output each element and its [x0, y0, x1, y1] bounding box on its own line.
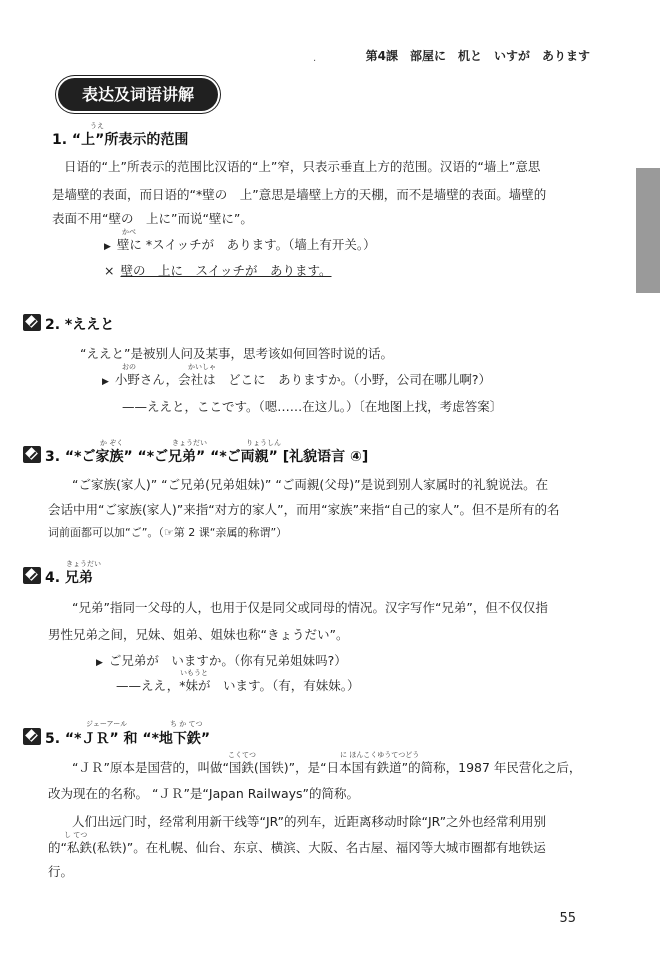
sec3-paragraph-line-3: 词前面都可以加“ご”。（☞第 2 课“亲属的称谓”）: [48, 526, 288, 539]
header-dot: ·: [313, 56, 317, 67]
sec1-example-2: × 壁の 上に スイッチが あります。: [104, 263, 332, 278]
incorrect-mark: ×: [104, 263, 115, 278]
sec5-paragraph-line-1: “ＪＲ”原本是国营的，叫做“国鉄(国铁)”，是“日本国有鉄道”的简称，1987 年民营化之后，: [72, 760, 582, 775]
sec1-example-1: ▶ 壁に *スイッチが あります。（墙上有开关。）: [104, 237, 376, 252]
ruby-kyoudai-heading: きょうだい: [66, 560, 101, 568]
triangle-bullet-icon: ▶: [104, 242, 111, 252]
ruby-imouto: いもうと: [180, 669, 208, 677]
sec1-paragraph-line-2: 是墙壁的表面，而日语的“*壁の 上”意思是墙壁上方的天棚，而不是墙壁的表面。墙壁的: [52, 187, 547, 202]
memo-icon: [23, 567, 41, 584]
section-4-heading: 4. 兄弟: [45, 570, 93, 586]
triangle-bullet-icon: ▶: [96, 658, 103, 668]
memo-icon: [23, 728, 41, 745]
sec4-example-1: ▶ ご兄弟が いますか。（你有兄弟姐妹吗?）: [96, 653, 347, 668]
sec5-paragraph-line-5: 行。: [48, 864, 74, 879]
memo-icon: [23, 314, 41, 331]
section-3-heading: 3. “*ご家族” “*ご兄弟” “*ご両親” [礼貌语言 ④]: [45, 449, 369, 465]
sec3-paragraph-line-2: 会话中用“ご家族(家人)”来指“对方的家人”，而用“家族”来指“自己的家人”。但不是所有的名: [48, 502, 560, 517]
ruby-ono: おの: [122, 363, 136, 371]
section-1-heading: 1. “上”所表示的范围: [52, 132, 189, 148]
sec2-example-1: ▶ 小野さん，会社は どこに ありますか。（小野，公司在哪儿啊?）: [102, 372, 492, 387]
ruby-kabe: かべ: [122, 228, 136, 236]
sec2-paragraph-line-1: “ええと”是被别人问及某事，思考该如何回答时说的话。: [80, 346, 393, 361]
sec5-paragraph-line-3: 人们出远门时，经常利用新干线等“JR”的列车，近距离移动时除“JR”之外也经常利用别: [72, 814, 547, 829]
ruby-nihon: に ほんこくゆうてつどう: [340, 751, 420, 759]
triangle-bullet-icon: ▶: [102, 377, 109, 387]
ruby-jr: ジェーアール: [86, 720, 128, 728]
ruby-shitetsu: し てつ: [64, 831, 88, 839]
section-2-heading: 2. *ええと: [45, 317, 115, 333]
memo-icon: [23, 446, 41, 463]
ruby-kyoudai: きょうだい: [172, 439, 207, 447]
sec4-paragraph-line-1: “兄弟”指同一父母的人，也用于仅是同父或同母的情况。汉字写作“兄弟”，但不仅仅指: [72, 600, 548, 615]
sec4-paragraph-line-2: 男性兄弟之间，兄妹、姐弟、姐妹也称“きょうだい”。: [48, 627, 349, 642]
sec1-paragraph-line-3: 表面不用“壁の 上に”而说“壁に”。: [52, 211, 253, 226]
page-number: 55: [559, 911, 576, 926]
chapter-header: 第4課 部屋に 机と いすが あります: [365, 49, 590, 63]
sec1-paragraph-line-1: 日语的“上”所表示的范围比汉语的“上”窄，只表示垂直上方的范围。汉语的“墙上”意思: [64, 159, 541, 174]
ruby-kokutetsu: こくてつ: [228, 751, 256, 759]
sec5-paragraph-line-2: 改为现在的名称。 “ＪＲ”是“Japan Railways”的简称。: [48, 786, 360, 801]
sec3-paragraph-line-1: “ご家族(家人)” “ご兄弟(兄弟姐妹)” “ご両親(父母)”是说到别人家属时的礼貌说法。在: [72, 477, 549, 492]
ruby-kaisha: かいしゃ: [188, 363, 216, 371]
ruby-ue: うえ: [90, 122, 104, 130]
ruby-chikatetsu: ち か てつ: [170, 720, 203, 728]
sec2-example-2: ——ええと，ここです。（嗯……在这儿。）〔在地图上找，考虑答案〕: [122, 399, 503, 414]
ruby-kazoku: か ぞく: [100, 439, 124, 447]
section-banner: 表达及词语讲解: [58, 78, 218, 111]
sec4-example-2: ——ええ，*妹が います。（有，有妹妹。）: [116, 678, 360, 693]
ruby-ryoushin: りょうしん: [246, 439, 281, 447]
sec5-paragraph-line-4: 的“私鉄(私铁)”。在札幌、仙台、东京、横滨、大阪、名古屋、福冈等大城市圈都有地铁运: [48, 840, 546, 855]
side-thumb-tab: [636, 168, 660, 293]
section-5-heading: 5. “*ＪＲ” 和 “*地下鉄”: [45, 731, 211, 747]
